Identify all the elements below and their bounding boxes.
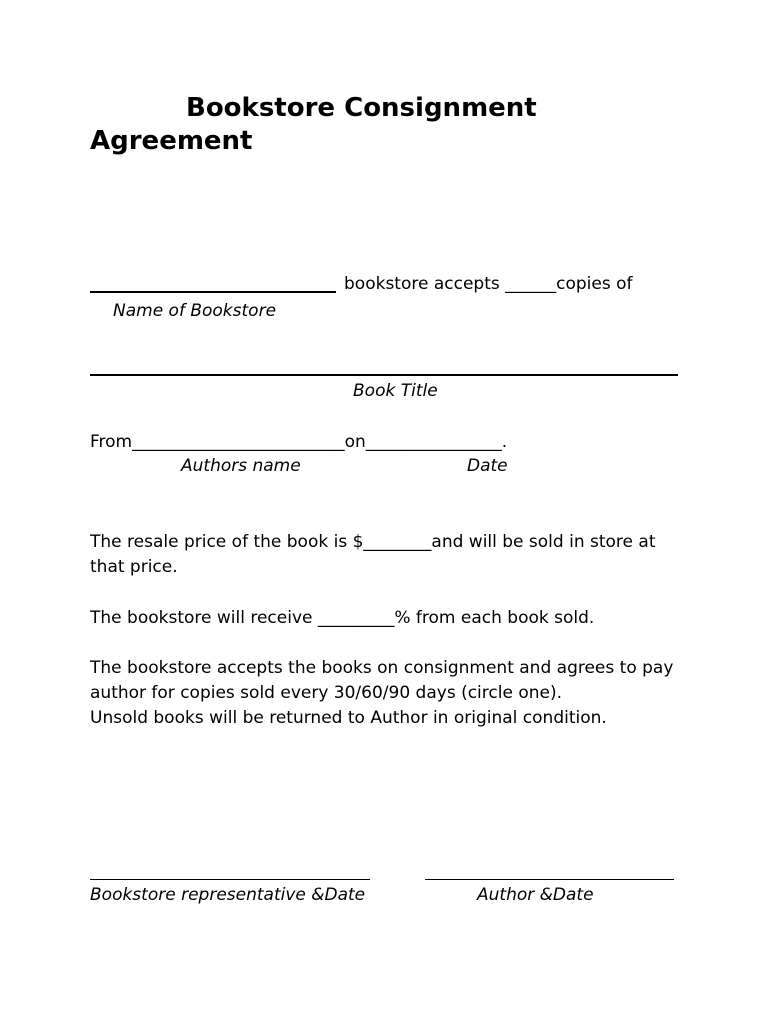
authors-name-label: Authors name bbox=[181, 456, 301, 476]
document-title bbox=[90, 92, 610, 158]
consign-line-3: Unsold books will be returned to Author in original condition. bbox=[90, 708, 607, 728]
consign-line-2: author for copies sold every 30/60/90 days (circle one). bbox=[90, 683, 562, 703]
name-of-bookstore-label: Name of Bookstore bbox=[113, 301, 277, 321]
title-line-2: Agreement bbox=[90, 126, 253, 156]
author-signature-blank bbox=[425, 879, 674, 880]
book-title-label: Book Title bbox=[353, 381, 438, 401]
bookstore-signature-blank bbox=[90, 879, 370, 880]
date-label: Date bbox=[467, 456, 508, 476]
price-line-1: The resale price of the book is $________and will be sold in store at bbox=[90, 532, 656, 552]
receive-line: The bookstore will receive _________% from each book sold. bbox=[90, 608, 595, 628]
bookstore-name-blank bbox=[90, 291, 336, 293]
bookstore-accepts-text: bookstore accepts ______copies of bbox=[344, 274, 633, 294]
book-title-blank bbox=[90, 374, 678, 376]
consign-line-1: The bookstore accepts the books on consignment and agrees to pay bbox=[90, 658, 674, 678]
bookstore-signature-label: Bookstore representative &Date bbox=[90, 885, 366, 905]
from-line: From_________________________on________________. bbox=[90, 432, 508, 452]
author-signature-label: Author &Date bbox=[477, 885, 594, 905]
title-line-1: Bookstore Consignment bbox=[186, 93, 537, 123]
price-line-2: that price. bbox=[90, 557, 178, 577]
